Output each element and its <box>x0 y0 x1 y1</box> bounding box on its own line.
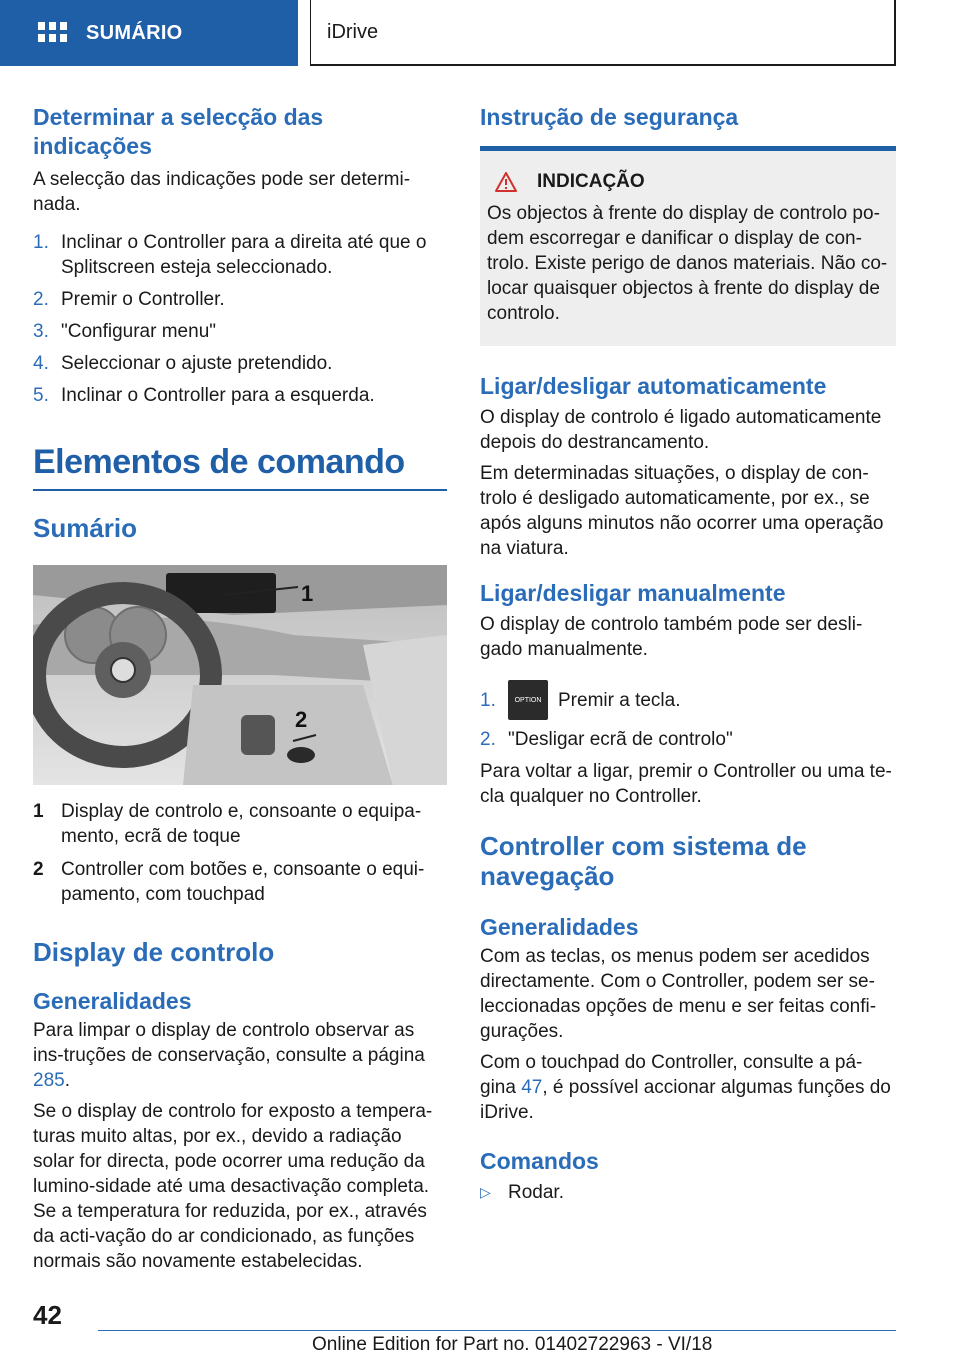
auto-heading: Ligar/desligar automaticamente <box>480 373 827 399</box>
list-item: 1 Display de controlo e, consoante o equipa-mento, ecrã de toque <box>33 801 422 847</box>
general-heading: Generalidades <box>33 988 192 1014</box>
page-link-285[interactable]: 285 <box>33 1070 65 1091</box>
list-item: 1. OPTION Premir a tecla. <box>480 680 896 720</box>
safety-heading: Instrução de segurança <box>480 104 739 130</box>
overview-heading: Sumário <box>33 513 138 543</box>
manual-heading: Ligar/desligar manualmente <box>480 580 786 606</box>
nav-paragraph-2: Com o touchpad do Controller, consulte a pá-gina 47, é possível accionar algumas funções do iDrive. <box>480 1052 891 1123</box>
cockpit-photo <box>33 565 447 785</box>
list-item: ▷ Rodar. <box>480 1182 564 1203</box>
manual-steps <box>480 680 896 752</box>
notice-title: INDICAÇÃO <box>537 171 645 192</box>
callout-2: 2 <box>295 707 308 732</box>
cockpit-illustration <box>33 565 447 785</box>
page-number: 42 <box>33 1300 62 1330</box>
nav-paragraph-1: Com as teclas, os menus podem ser acedidos directamente. Com o Controller, podem ser se-leccionadas opções de menu e ser feitas confi-gurações. <box>480 946 877 1042</box>
commands-list <box>480 1180 896 1205</box>
chapter-rule <box>33 489 447 491</box>
option-key-icon: OPTION <box>508 680 548 720</box>
notice-box <box>480 151 896 346</box>
grid-icon <box>38 22 66 44</box>
left-column <box>33 100 447 1274</box>
selection-intro: A selecção das indicações pode ser determi-nada. <box>33 169 411 215</box>
photo-legend <box>33 799 447 907</box>
page-header <box>0 0 960 66</box>
nav-heading: Controller com sistema de navegação <box>480 831 807 891</box>
footer-rule <box>98 1330 896 1331</box>
summary-tab[interactable] <box>0 0 298 66</box>
section-label: iDrive <box>327 20 379 43</box>
selection-steps <box>33 230 447 408</box>
list-item: 1. Inclinar o Controller para a direita até que o Splitscreen esteja seleccionado. <box>33 232 427 278</box>
manual-paragraph-1: O display de controlo também pode ser desli-gado manualmente. <box>480 614 863 660</box>
list-item: 2. "Desligar ecrã de controlo" <box>480 729 733 750</box>
chapter-title: Elementos de comando <box>33 443 405 481</box>
warning-triangle-icon <box>495 172 517 192</box>
auto-paragraph-2: Em determinadas situações, o display de con-trolo é desligado automaticamente, por ex., se após alguns minutos não ocorrer uma operação na viatura. <box>480 463 884 559</box>
list-item: 2. Premir o Controller. <box>33 289 225 310</box>
notice-text: Os objectos à frente do display de controlo po-dem escorregar e danificar o display de con-trolo. Existe perigo de danos materiais. Não co-locar quaisquer objectos à frente do display de controlo. <box>487 203 888 324</box>
general-paragraph-1: Para limpar o display de controlo observar as ins-truções de conservação, consulte a página 285. <box>33 1020 425 1091</box>
commands-heading: Comandos <box>480 1148 599 1174</box>
page-link-47[interactable]: 47 <box>521 1077 543 1098</box>
callout-1: 1 <box>301 581 314 606</box>
list-item: 5. Inclinar o Controller para a esquerda. <box>33 385 375 406</box>
summary-label: SUMÁRIO <box>86 21 183 44</box>
general-paragraph-2: Se o display de controlo for exposto a tempera-turas muito altas, por ex., devido a radiação solar for directa, pode ocorrer uma redução da lumino-sidade até uma desactivação completa. Se a temperatura for reduzida, por ex., através da acti-vação do ar condicionado, as funções normais são novamente estabelecidas. <box>33 1101 433 1272</box>
auto-paragraph-1: O display de controlo é ligado automaticamente depois do destrancamento. <box>480 407 882 453</box>
notice-header <box>495 171 888 193</box>
nav-general-heading: Generalidades <box>480 914 639 940</box>
list-item: 2 Controller com botões e, consoante o equi-pamento, com touchpad <box>33 859 425 905</box>
manual-paragraph-2: Para voltar a ligar, premir o Controller ou uma te-cla qualquer no Controller. <box>480 761 892 807</box>
list-item: 4. Seleccionar o ajuste pretendido. <box>33 353 333 374</box>
selection-heading: Determinar a selecção das indicações <box>33 104 324 159</box>
triangle-bullet-icon: ▷ <box>480 1184 491 1200</box>
section-tab <box>310 0 896 66</box>
right-column <box>480 100 896 1205</box>
list-item: 3. "Configurar menu" <box>33 321 217 342</box>
footer-edition: Online Edition for Part no. 01402722963 - VI/18 <box>312 1334 713 1355</box>
display-heading: Display de controlo <box>33 937 275 967</box>
